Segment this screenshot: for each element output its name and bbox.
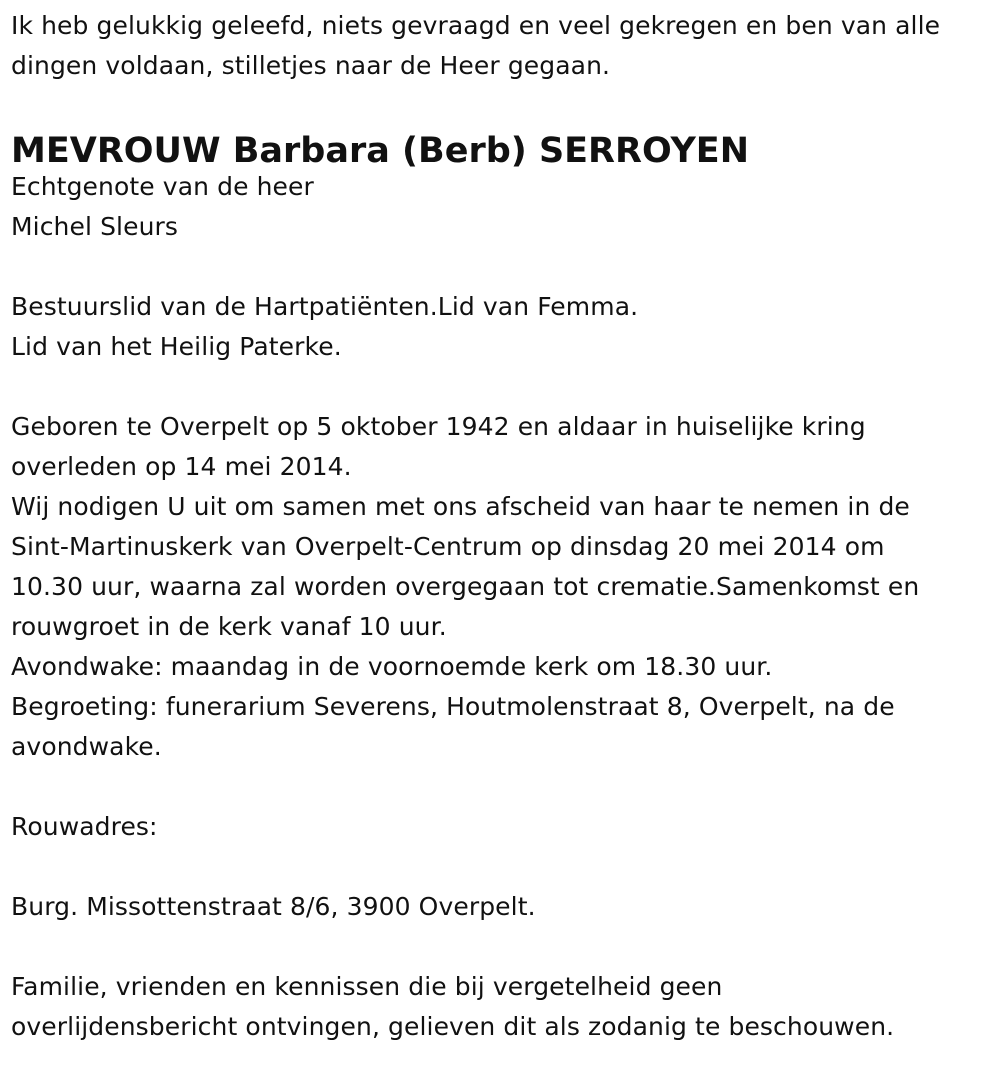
spouse-line: Michel Sleurs	[11, 212, 179, 241]
details-line: rouwgroet in de kerk vanaf 10 uur.	[11, 612, 447, 641]
membership-line: Bestuurslid van de Hartpatiënten.Lid van Femma.	[11, 292, 639, 321]
spouse-line: Echtgenote van de heer	[11, 172, 314, 201]
motto-line: dingen voldaan, stilletjes naar de Heer gegaan.	[11, 51, 611, 80]
deceased-name: MEVROUW Barbara (Berb) SERROYEN	[11, 131, 750, 171]
closing-line: overlijdensbericht ontvingen, gelieven dit als zodanig te beschouwen.	[11, 1012, 895, 1041]
mourning-address: Burg. Missottenstraat 8/6, 3900 Overpelt.	[11, 892, 536, 921]
motto-line: Ik heb gelukkig geleefd, niets gevraagd en veel gekregen en ben van alle	[11, 11, 941, 40]
memberships	[11, 287, 986, 367]
closing-note	[11, 967, 986, 1047]
funeral-details	[11, 407, 986, 767]
details-line: Avondwake: maandag in de voornoemde kerk om 18.30 uur.	[11, 652, 773, 681]
spacer	[11, 767, 986, 807]
details-line: Wij nodigen U uit om samen met ons afscheid van haar te nemen in de	[11, 492, 910, 521]
details-line: avondwake.	[11, 732, 162, 761]
details-line: Sint-Martinuskerk van Overpelt-Centrum op dinsdag 20 mei 2014 om	[11, 532, 885, 561]
spacer	[11, 247, 986, 287]
details-line: 10.30 uur, waarna zal worden overgegaan tot crematie.Samenkomst en	[11, 572, 920, 601]
spacer	[11, 847, 986, 887]
membership-line: Lid van het Heilig Paterke.	[11, 332, 342, 361]
spacer	[11, 927, 986, 967]
spouse-info	[11, 167, 986, 247]
details-line: Geboren te Overpelt op 5 oktober 1942 en aldaar in huiselijke kring	[11, 412, 866, 441]
death-notice	[11, 6, 986, 1047]
closing-line: Familie, vrienden en kennissen die bij vergetelheid geen	[11, 972, 723, 1001]
motto	[11, 6, 986, 86]
address-label: Rouwadres:	[11, 812, 158, 841]
details-line: Begroeting: funerarium Severens, Houtmolenstraat 8, Overpelt, na de	[11, 692, 895, 721]
spacer	[11, 367, 986, 407]
details-line: overleden op 14 mei 2014.	[11, 452, 352, 481]
